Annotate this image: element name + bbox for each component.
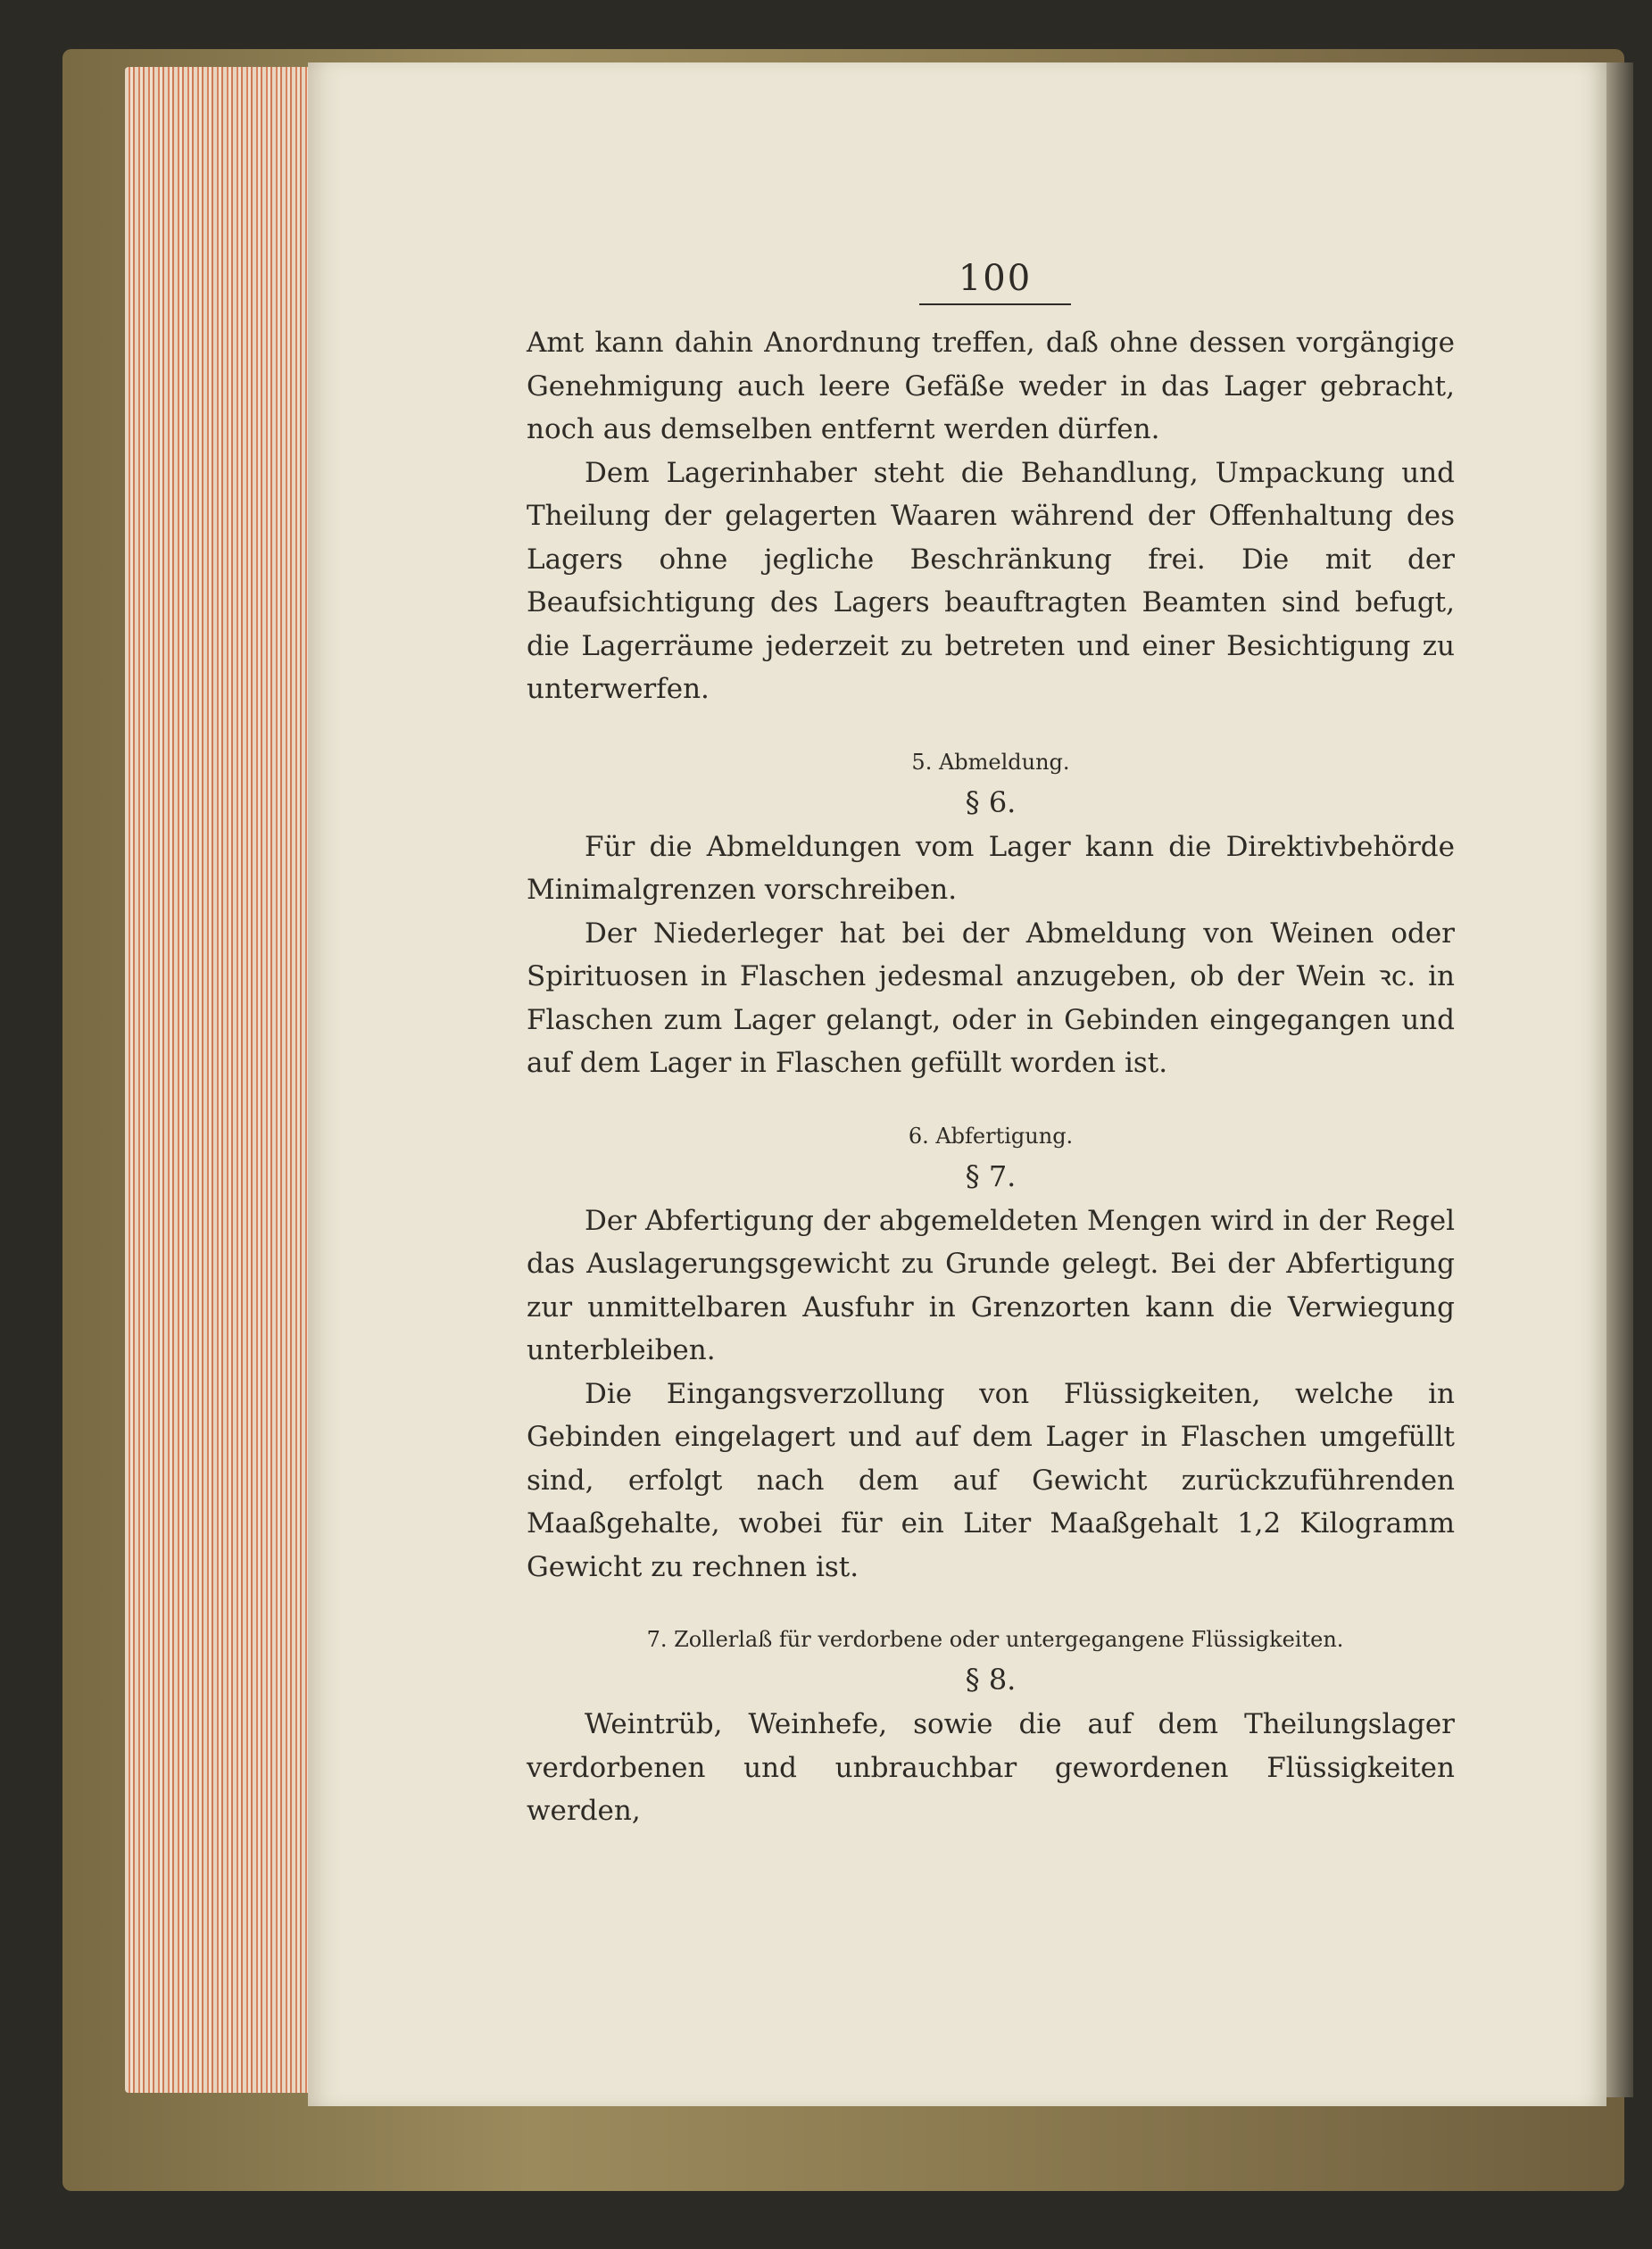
section-7-paragraph-1: Weintrüb, Weinhefe, sowie die auf dem Theilungslager verdorbenen und unbrauchbar gewordenen Flüssigkeiten werden, <box>527 1708 1455 1827</box>
section-5-paragraph-1: Für die Abmeldungen vom Lager kann die Direktivbehörde Minimalgrenzen vorschreiben. <box>527 830 1455 906</box>
section-5-paragraph-number: § 6. <box>965 784 1017 819</box>
intro-paragraph-1: Amt kann dahin Anordnung treffen, daß ohne dessen vorgängige Genehmigung auch leere Gefäße weder in das Lager gebracht, noch aus demselben entfernt werden dürfen. <box>527 327 1455 445</box>
section-5-paragraph-2: Der Niederleger hat bei der Abmeldung von Weinen oder Spirituosen in Flaschen jedesmal anzugeben, ob der Wein ꝛc. in Flaschen zum Lager gelangt, oder in Gebinden eingegangen und auf dem Lager in Flaschen gefüllt worden ist. <box>527 917 1455 1079</box>
section-6-paragraph-1: Der Abfertigung der abgemeldeten Mengen wird in der Regel das Auslagerungsgewicht zu Grunde gelegt. Bei der Abfertigung zur unmittelbaren Ausfuhr in Grenzorten kann die Verwiegung unterbleiben. <box>527 1204 1455 1366</box>
section-6-paragraph-2: Die Eingangsverzollung von Flüssigkeiten, welche in Gebinden eingelagert und auf dem Lager in Flaschen umgefüllt sind, erfolgt nach dem auf Gewicht zurückzuführenden Maaßgehalte, wobei für ein Liter Maaßgehalt 1,2 Kilogramm Gewicht zu rechnen ist. <box>527 1377 1455 1583</box>
section-5-heading: 5. Abmeldung. <box>911 749 1070 775</box>
page-edges <box>125 67 321 2093</box>
section-7-heading: 7. Zollerlaß für verdorbene oder untergegangene Flüssigkeiten. <box>646 1627 1344 1652</box>
section-6-paragraph-number: § 7. <box>965 1158 1017 1193</box>
page-text <box>527 259 1455 1833</box>
intro-paragraph-2: Dem Lagerinhaber steht die Behandlung, Umpackung und Theilung der gelagerten Waaren während der Offenhaltung des Lagers ohne jegliche Beschränkung frei. Die mit der Beaufsichtigung des Lagers beauftragten Beamten sind befugt, die Lagerräume jederzeit zu betreten und einer Besichtigung zu unterwerfen. <box>527 456 1455 705</box>
section-6-heading: 6. Abfertigung. <box>908 1123 1074 1149</box>
section-7-paragraph-number: § 8. <box>965 1663 1017 1697</box>
page-number: 100 <box>919 259 1071 305</box>
